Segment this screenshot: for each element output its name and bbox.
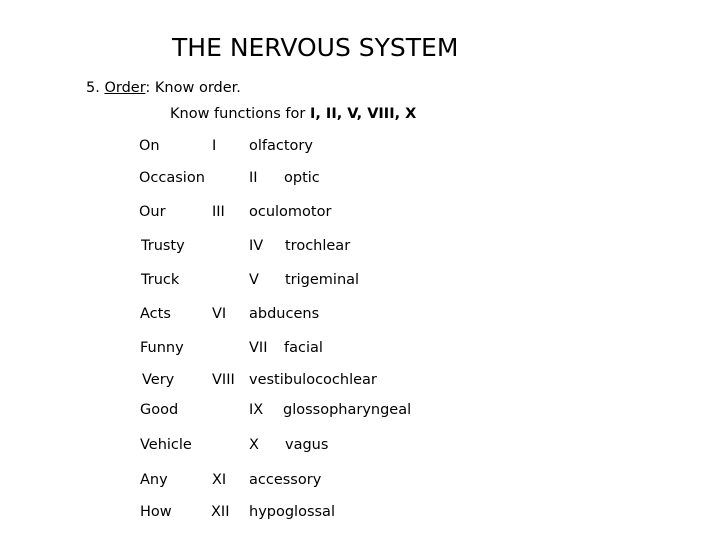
mnemonic-word: How — [140, 504, 172, 520]
nerve-numeral: X — [249, 437, 259, 453]
mnemonic-word: Very — [142, 372, 175, 388]
nerve-numeral: VI — [212, 306, 227, 322]
item-number: 5. — [86, 80, 100, 96]
mnemonic-word: Acts — [140, 306, 171, 322]
nerve-name: vestibulocochlear — [249, 372, 377, 388]
nerve-name: hypoglossal — [249, 504, 335, 520]
nerve-numeral: IV — [249, 238, 264, 254]
functions-prefix: Know functions for — [170, 106, 310, 122]
mnemonic-word: Truck — [141, 272, 180, 288]
nerve-numeral: VII — [249, 340, 268, 356]
mnemonic-word: Any — [140, 472, 168, 488]
mnemonic-word: Good — [140, 402, 179, 418]
order-text: Know order. — [154, 80, 241, 96]
nerve-numeral: IX — [249, 402, 264, 418]
order-colon: : — [145, 80, 151, 96]
nerve-name: facial — [284, 340, 323, 356]
nerve-name: abducens — [249, 306, 320, 322]
mnemonic-word: Vehicle — [140, 437, 192, 453]
nerve-numeral: VIII — [212, 372, 235, 388]
mnemonic-word: Occasion — [139, 170, 205, 186]
functions-line — [170, 104, 416, 124]
page-title: THE NERVOUS SYSTEM — [172, 33, 459, 62]
nerve-numeral: II — [249, 170, 258, 186]
nerve-name: glossopharyngeal — [283, 402, 412, 418]
nerve-name: oculomotor — [249, 204, 332, 220]
order-label: Order — [104, 80, 146, 96]
order-line — [86, 78, 241, 98]
nerve-numeral: V — [249, 272, 259, 288]
mnemonic-word: Our — [139, 204, 166, 220]
nerve-numeral: XII — [211, 504, 230, 520]
mnemonic-word: On — [139, 138, 160, 154]
nerve-name: trigeminal — [285, 272, 360, 288]
nerve-name: optic — [284, 170, 320, 186]
nerve-name: trochlear — [285, 238, 351, 254]
nerve-numeral: I — [212, 138, 217, 154]
nerve-numeral: XI — [212, 472, 227, 488]
mnemonic-word: Funny — [140, 340, 184, 356]
mnemonic-word: Trusty — [141, 238, 185, 254]
nerve-numeral: III — [212, 204, 225, 220]
functions-list: I, II, V, VIII, X — [309, 106, 417, 122]
nerve-name: accessory — [249, 472, 322, 488]
nerve-name: vagus — [285, 437, 329, 453]
nerve-name: olfactory — [249, 138, 313, 154]
